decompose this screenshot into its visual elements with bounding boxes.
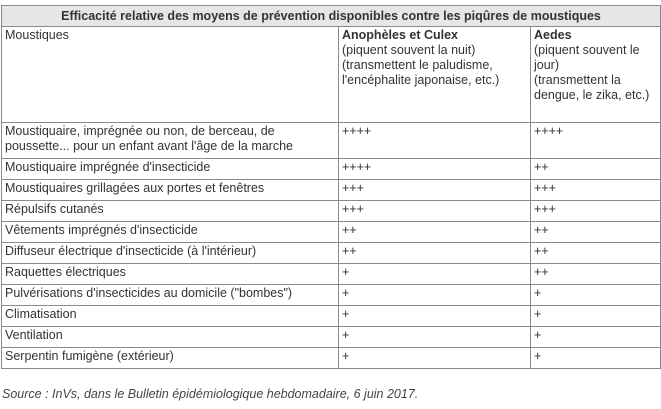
header-anopheles-culex-note: (transmettent le paludisme, l'encéphalite japonaise, etc.) xyxy=(342,58,500,87)
row-label: Climatisation xyxy=(2,306,339,327)
rating-anopheles-culex: + xyxy=(339,306,531,327)
rating-anopheles-culex: ++ xyxy=(339,243,531,264)
rating-aedes: ++ xyxy=(531,222,661,243)
rating-anopheles-culex: + xyxy=(339,285,531,306)
row-label: Moustiquaire, imprégnée ou non, de berceau, de poussette... pour un enfant avant l'âge de la marche xyxy=(2,123,339,159)
table-row xyxy=(2,327,661,348)
rating-aedes: ++ xyxy=(531,159,661,180)
table-row xyxy=(2,201,661,222)
rating-aedes: + xyxy=(531,285,661,306)
table-row xyxy=(2,243,661,264)
header-aedes xyxy=(531,27,661,123)
header-anopheles-culex-name: Anophèles et Culex xyxy=(342,28,458,42)
header-aedes-name: Aedes xyxy=(534,28,572,42)
header-moustiques: Moustiques xyxy=(2,27,339,123)
table-row xyxy=(2,159,661,180)
rating-anopheles-culex: +++ xyxy=(339,180,531,201)
header-anopheles-culex xyxy=(339,27,531,123)
table-row xyxy=(2,348,661,369)
source-caption: Source : InVs, dans le Bulletin épidémiologique hebdomadaire, 6 juin 2017. xyxy=(2,387,419,401)
header-anopheles-culex-note: (piquent souvent la nuit) xyxy=(342,43,476,57)
rating-aedes: ++ xyxy=(531,243,661,264)
rating-anopheles-culex: ++ xyxy=(339,222,531,243)
prevention-table xyxy=(1,5,661,369)
rating-aedes: +++ xyxy=(531,180,661,201)
rating-anopheles-culex: + xyxy=(339,348,531,369)
rating-aedes: + xyxy=(531,327,661,348)
row-label: Moustiquaire imprégnée d'insecticide xyxy=(2,159,339,180)
rating-anopheles-culex: ++++ xyxy=(339,123,531,159)
header-aedes-note: (piquent souvent le jour) xyxy=(534,43,640,72)
rating-aedes: ++ xyxy=(531,264,661,285)
row-label: Ventilation xyxy=(2,327,339,348)
table-row xyxy=(2,285,661,306)
table-row xyxy=(2,180,661,201)
rating-anopheles-culex: + xyxy=(339,327,531,348)
table-row xyxy=(2,306,661,327)
row-label: Raquettes électriques xyxy=(2,264,339,285)
header-aedes-note: (transmettent la dengue, le zika, etc.) xyxy=(534,73,650,102)
row-label: Diffuseur électrique d'insecticide (à l'intérieur) xyxy=(2,243,339,264)
rating-anopheles-culex: + xyxy=(339,264,531,285)
table-title: Efficacité relative des moyens de prévention disponibles contre les piqûres de moustiques xyxy=(2,6,661,27)
rating-anopheles-culex: +++ xyxy=(339,201,531,222)
rating-aedes: ++++ xyxy=(531,123,661,159)
row-label: Vêtements imprégnés d'insecticide xyxy=(2,222,339,243)
rating-aedes: + xyxy=(531,348,661,369)
row-label: Pulvérisations d'insecticides au domicile ("bombes") xyxy=(2,285,339,306)
rating-anopheles-culex: ++++ xyxy=(339,159,531,180)
table-header-row xyxy=(2,27,661,123)
rating-aedes: +++ xyxy=(531,201,661,222)
table-row xyxy=(2,222,661,243)
row-label: Serpentin fumigène (extérieur) xyxy=(2,348,339,369)
row-label: Moustiquaires grillagées aux portes et fenêtres xyxy=(2,180,339,201)
row-label: Répulsifs cutanés xyxy=(2,201,339,222)
table-title-row xyxy=(2,6,661,27)
table-row xyxy=(2,264,661,285)
table-row xyxy=(2,123,661,159)
rating-aedes: + xyxy=(531,306,661,327)
